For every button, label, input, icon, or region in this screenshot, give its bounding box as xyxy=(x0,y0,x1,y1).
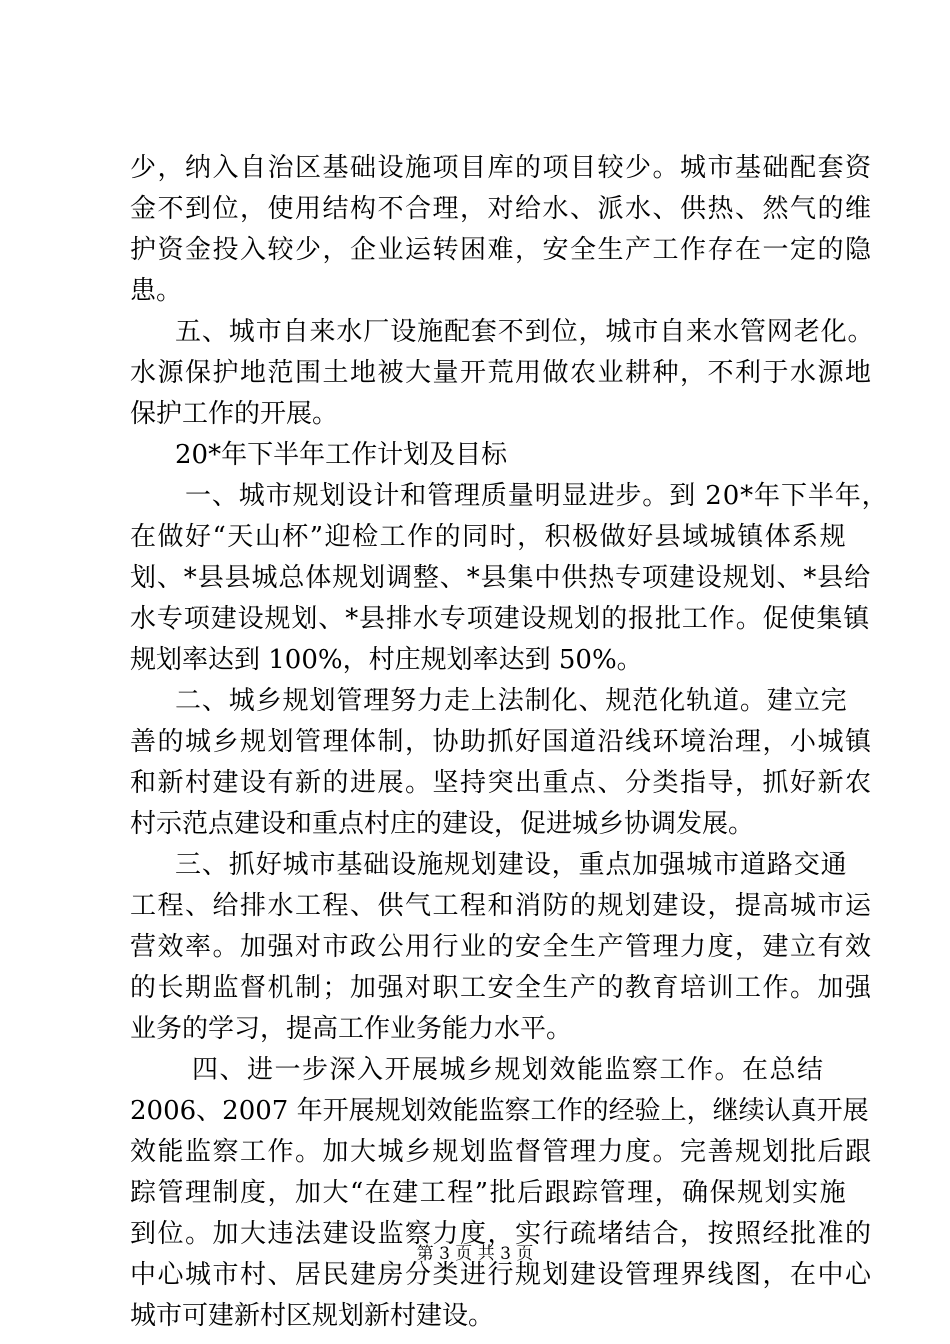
body-line: 水专项建设规划、*县排水专项建设规划的报批工作。促使集镇 xyxy=(130,604,871,634)
body-line: 金不到位，使用结构不合理，对给水、派水、供热、然气的维 xyxy=(130,194,873,224)
paragraph-start-line: 一、城市规划设计和管理质量明显进步。到 20*年下半年， xyxy=(185,481,889,511)
body-line: 中心城市村、居民建房分类进行规划建设管理界线图，在中心 xyxy=(130,1260,873,1290)
body-line: 少，纳入自治区基础设施项目库的项目较少。城市基础配套资 xyxy=(130,153,873,183)
body-line: 2006、2007 年开展规划效能监察工作的经验上，继续认真开展 xyxy=(130,1096,869,1126)
page-number-label: 第 3 页 共 3 页 xyxy=(416,1244,534,1264)
paragraph-start-line: 四、进一步深入开展城乡规划效能监察工作。在总结 xyxy=(192,1055,825,1085)
body-line: 的长期监督机制；加强对职工安全生产的教育培训工作。加强 xyxy=(130,973,873,1003)
body-line: 划、*县县城总体规划调整、*县集中供热专项建设规划、*县给 xyxy=(130,563,872,593)
paragraph-start-line: 五、城市自来水厂设施配套不到位，城市自来水管网老化。 xyxy=(175,317,875,347)
section-heading: 20*年下半年工作计划及目标 xyxy=(175,440,508,470)
page-footer xyxy=(0,1242,950,1266)
body-line: 保护工作的开展。 xyxy=(130,399,339,429)
body-line: 营效率。加强对市政公用行业的安全生产管理力度，建立有效 xyxy=(130,932,873,962)
document-body xyxy=(130,148,889,1337)
paragraph-start-line: 三、抓好城市基础设施规划建设，重点加强城市道路交通 xyxy=(175,850,848,880)
body-line: 善的城乡规划管理体制，协助抓好国道沿线环境治理，小城镇 xyxy=(130,727,873,757)
body-line: 效能监察工作。加大城乡规划监督管理力度。完善规划批后跟 xyxy=(130,1137,873,1167)
body-line: 护资金投入较少，企业运转困难，安全生产工作存在一定的隐 xyxy=(130,235,873,265)
body-line: 踪管理制度，加大“在建工程”批后跟踪管理，确保规划实施 xyxy=(130,1178,848,1208)
body-line: 业务的学习，提高工作业务能力水平。 xyxy=(130,1014,573,1044)
body-line: 和新村建设有新的进展。坚持突出重点、分类指导，抓好新农 xyxy=(130,768,873,798)
body-line: 水源保护地范围土地被大量开荒用做农业耕种，不利于水源地 xyxy=(130,358,873,388)
paragraph-start-line: 二、城乡规划管理努力走上法制化、规范化轨道。建立完 xyxy=(175,686,848,716)
body-line: 到位。加大违法建设监察力度，实行疏堵结合，按照经批准的 xyxy=(130,1219,873,1249)
body-line: 城市可建新村区规划新村建设。 xyxy=(130,1301,495,1331)
body-line: 规划率达到 100%，村庄规划率达到 50%。 xyxy=(130,645,643,675)
body-line: 村示范点建设和重点村庄的建设，促进城乡协调发展。 xyxy=(130,809,755,839)
body-line: 工程、给排水工程、供气工程和消防的规划建设，提高城市运 xyxy=(130,891,873,921)
body-line: 患。 xyxy=(130,276,183,306)
body-line: 在做好“天山杯”迎检工作的同时，积极做好县域城镇体系规 xyxy=(130,522,848,552)
